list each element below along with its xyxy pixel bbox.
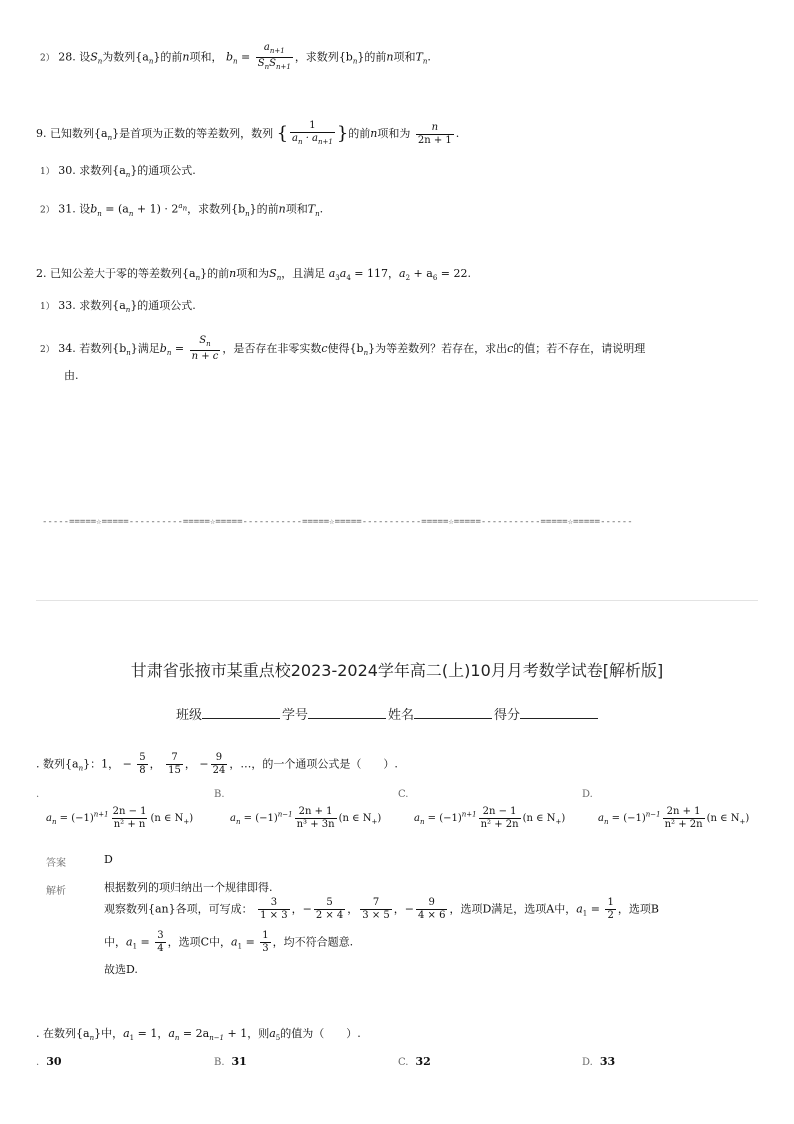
fraction: $\frac{9}{24}$	[212, 752, 226, 776]
analysis-label: 解析	[46, 886, 66, 897]
question-33: 1） 33. 求数列$\{a_n\}$的通项公式.	[40, 299, 196, 315]
separator-line: -----=====☆=====----------=====☆=====-----------=====☆=====-----------=====☆=====-----------=====☆=====------	[42, 517, 633, 527]
question-9: 9. 已知数列$\{a_n\}$是首项为正数的等差数列，数列 { $\frac{1}{a_n \cdot a_{n+1}}$ }的前n项和为 $\frac{n}{2n + 1}$ .	[36, 120, 460, 146]
answer-value: D	[104, 853, 113, 866]
divider	[36, 600, 758, 601]
name-label: 姓名	[388, 708, 415, 723]
class-label: 班级	[176, 708, 203, 723]
question-28: 2） 28. 设$S_n$为数列$\{a_n\}$的前n项和， $b_n$ = $\frac{a_{n+1}}{S_nS_{n+1}}$ ，求数列$\{b_n\}$的前n项和$T_n$.	[40, 42, 431, 71]
fraction: $\frac{S_n}{n + c}$	[191, 335, 219, 362]
fraction: $\frac{1}{a_n \cdot a_{n+1}}$	[292, 120, 333, 146]
score-label: 得分	[494, 708, 521, 723]
id-blank[interactable]	[308, 706, 386, 719]
score-blank[interactable]	[520, 706, 598, 719]
fraction: $\frac{n}{2n + 1}$	[417, 121, 452, 146]
mc1-option-d[interactable]: $a_n = (-1)^{n-1}$ $\frac{2n + 1}{\text{n² + 2n}}$ (n ∈ $N_+$)	[598, 806, 750, 830]
analysis-line-2: 观察数列{an}各项，可写成： $\frac{3}{1 \times 3}$ ，− $\frac{5}{2 \times 4}$ ， $\frac{7}{3 \times 5}$ ，− $\frac{9}{4 \times 6}$ ，选项D满足，选项A中，$a_1$ = $\frac{1}{2}$ ，选项B	[104, 897, 659, 921]
question-30: 1） 30. 求数列$\{a_n\}$的通项公式.	[40, 164, 196, 180]
mc1-option-c[interactable]: $a_n = (-1)^{n+1}$ $\frac{2n - 1}{\text{n² + 2n}}$ (n ∈ $N_+$)	[414, 806, 566, 830]
analysis-line-3: 中，$a_1$ = $\frac{3}{4}$ ，选项C中，$a_1$ = $\frac{1}{3}$ ，均不符合题意.	[104, 930, 354, 954]
mc2-stem: . 在数列$\{a_n\}$中，$a_1 = 1$，$a_n = 2a_{n-1} + 1$，则$a_5$的值为（ ）.	[36, 1027, 361, 1043]
question-32: 2. 已知公差大于零的等差数列$\{a_n\}$的前n项和为$S_n$，且满足 $a_3a_4 = 117$，$a_2 + a_6 = 22$.	[36, 267, 472, 283]
mc1-stem: . 数列$\{a_n\}$：1， − $\frac{5}{8}$ ， $\frac{7}{15}$ ， − $\frac{9}{24}$ ，…，的一个通项公式是（ ）.	[36, 752, 398, 776]
analysis-line-1: 根据数列的项归纳出一个规律即得.	[104, 881, 273, 894]
mc1-option-b[interactable]: $a_n = (-1)^{n-1}$ $\frac{2n + 1}{\text{n³ + 3n}}$ (n ∈ $N_+$)	[230, 806, 382, 830]
question-31: 2） 31. 设$b_n = (a_n + 1) \cdot 2^{a_n}$，求数列$\{b_n\}$的前n项和$T_n$.	[40, 202, 324, 218]
fraction: $\frac{5}{8}$	[139, 752, 146, 776]
question-34: 2） 34. 若数列$\{b_n\}$满足$b_n$ = $\frac{S_n}{n + c}$ ，是否存在非零实数c使得$\{b_n\}$为等差数列？若存在，求出c的值；若不存在，请说明理	[40, 335, 646, 362]
mc1-option-a-label: .	[36, 789, 40, 800]
mc2-option-a[interactable]: . 30	[36, 1055, 62, 1068]
student-info	[176, 704, 600, 723]
question-34-cont: 由.	[64, 369, 79, 382]
fraction: $\frac{7}{15}$	[168, 752, 181, 776]
id-label: 学号	[282, 708, 309, 723]
page-title: 甘肃省张掖市某重点校2023-2024学年高二(上)10月月考数学试卷[解析版]	[130, 661, 664, 680]
mc1-option-a[interactable]: $a_n = (-1)^{n+1}$ $\frac{2n - 1}{\text{n² + n}}$ (n ∈ $N_+$)	[46, 806, 194, 830]
name-blank[interactable]	[414, 706, 492, 719]
mc1-option-d-label: D.	[582, 789, 593, 800]
mc2-option-b[interactable]: B. 31	[214, 1055, 247, 1068]
mc1-option-c-label: C.	[398, 789, 409, 800]
answer-label: 答案	[46, 858, 66, 869]
mc2-option-c[interactable]: C. 32	[398, 1055, 431, 1068]
mc1-option-b-label: B.	[214, 789, 225, 800]
fraction: $\frac{a_{n+1}}{S_nS_{n+1}}$	[257, 42, 291, 71]
analysis-line-4: 故选D.	[104, 963, 138, 976]
mc2-option-d[interactable]: D. 33	[582, 1055, 616, 1068]
class-blank[interactable]	[202, 706, 280, 719]
